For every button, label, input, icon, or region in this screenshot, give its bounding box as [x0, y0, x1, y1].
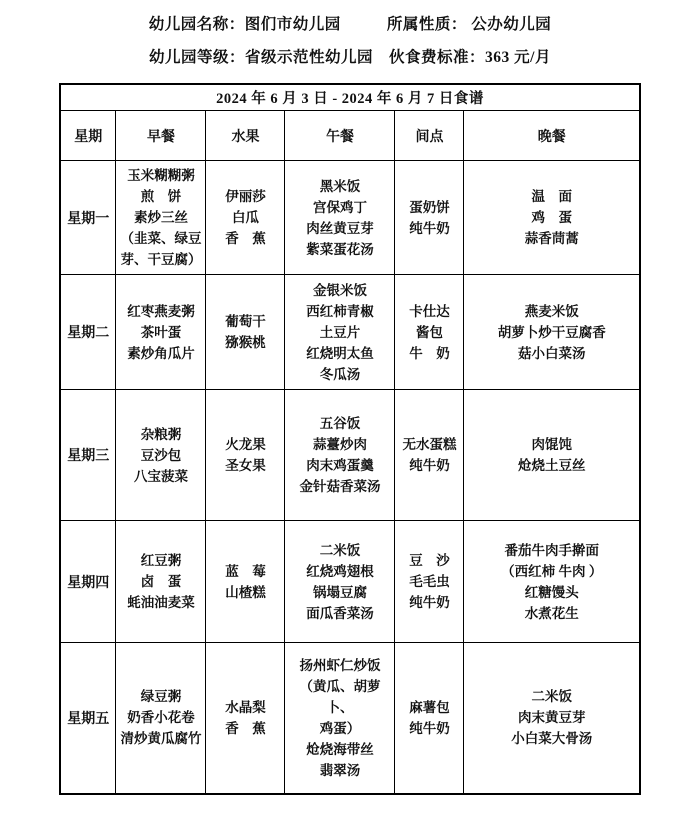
table-header-row — [60, 111, 640, 161]
snack-cell: 豆 沙 毛毛虫 纯牛奶 — [395, 521, 464, 643]
lunch-cell: 金银米饭 西红柿青椒 土豆片 红烧明太鱼 冬瓜汤 — [285, 275, 395, 390]
column-header-lunch: 午餐 — [285, 111, 395, 161]
facility-info-line-2 — [0, 46, 700, 69]
table-row-wednesday — [60, 390, 640, 521]
column-header-fruit: 水果 — [206, 111, 285, 161]
day-label: 星期二 — [60, 275, 116, 390]
table-row-friday — [60, 643, 640, 794]
breakfast-cell: 杂粮粥 豆沙包 八宝菠菜 — [116, 390, 206, 521]
dinner-cell: 燕麦米饭 胡萝卜炒干豆腐香 菇小白菜汤 — [464, 275, 640, 390]
facility-info-line-1 — [0, 13, 700, 36]
breakfast-cell: 绿豆粥 奶香小花卷 清炒黄瓜腐竹 — [116, 643, 206, 794]
fruit-cell: 伊丽莎 白瓜 香 蕉 — [206, 161, 285, 275]
table-title-row — [60, 84, 640, 111]
fruit-cell: 葡萄干 猕猴桃 — [206, 275, 285, 390]
snack-cell: 无水蛋糕 纯牛奶 — [395, 390, 464, 521]
kindergarten-name: 幼儿园名称：图们市幼儿园 — [148, 16, 341, 33]
fruit-cell: 水晶梨 香 蕉 — [206, 643, 285, 794]
meal-fee-standard: 伙食费标准：363 元/月 — [389, 49, 551, 66]
snack-cell: 卡仕达 酱包 牛 奶 — [395, 275, 464, 390]
day-label: 星期三 — [60, 390, 116, 521]
dinner-cell: 温 面 鸡 蛋 蒜香茼蒿 — [464, 161, 640, 275]
breakfast-cell: 红枣燕麦粥 茶叶蛋 素炒角瓜片 — [116, 275, 206, 390]
fruit-cell: 蓝 莓 山楂糕 — [206, 521, 285, 643]
fruit-cell: 火龙果 圣女果 — [206, 390, 285, 521]
table-row-thursday — [60, 521, 640, 643]
column-header-breakfast: 早餐 — [116, 111, 206, 161]
kindergarten-grade: 幼儿园等级：省级示范性幼儿园 — [149, 49, 374, 66]
dinner-cell: 番茄牛肉手擀面 （西红柿 牛肉 ） 红糖馒头 水煮花生 — [464, 521, 640, 643]
column-header-snack: 间点 — [395, 111, 464, 161]
lunch-cell: 二米饭 红烧鸡翅根 锅塌豆腐 面瓜香菜汤 — [285, 521, 395, 643]
day-label: 星期五 — [60, 643, 116, 794]
table-row-monday — [60, 161, 640, 275]
weekly-menu-table — [59, 83, 641, 795]
column-header-dinner: 晚餐 — [464, 111, 640, 161]
dinner-cell: 肉馄饨 炝烧土豆丝 — [464, 390, 640, 521]
breakfast-cell: 玉米糊糊粥 煎 饼 素炒三丝 （韭菜、绿豆 芽、干豆腐） — [116, 161, 206, 275]
dinner-cell: 二米饭 肉末黄豆芽 小白菜大骨汤 — [464, 643, 640, 794]
lunch-cell: 五谷饭 蒜薹炒肉 肉末鸡蛋羹 金针菇香菜汤 — [285, 390, 395, 521]
day-label: 星期一 — [60, 161, 116, 275]
ownership-type: 所属性质： 公办幼儿园 — [386, 16, 552, 33]
column-header-day: 星期 — [60, 111, 116, 161]
snack-cell: 麻薯包 纯牛奶 — [395, 643, 464, 794]
breakfast-cell: 红豆粥 卤 蛋 蚝油油麦菜 — [116, 521, 206, 643]
table-row-tuesday — [60, 275, 640, 390]
menu-date-range-title: 2024 年 6 月 3 日 - 2024 年 6 月 7 日食谱 — [60, 84, 640, 111]
lunch-cell: 黑米饭 宫保鸡丁 肉丝黄豆芽 紫菜蛋花汤 — [285, 161, 395, 275]
lunch-cell: 扬州虾仁炒饭 （黄瓜、胡萝卜、 鸡蛋） 炝烧海带丝 翡翠汤 — [285, 643, 395, 794]
day-label: 星期四 — [60, 521, 116, 643]
snack-cell: 蛋奶饼 纯牛奶 — [395, 161, 464, 275]
